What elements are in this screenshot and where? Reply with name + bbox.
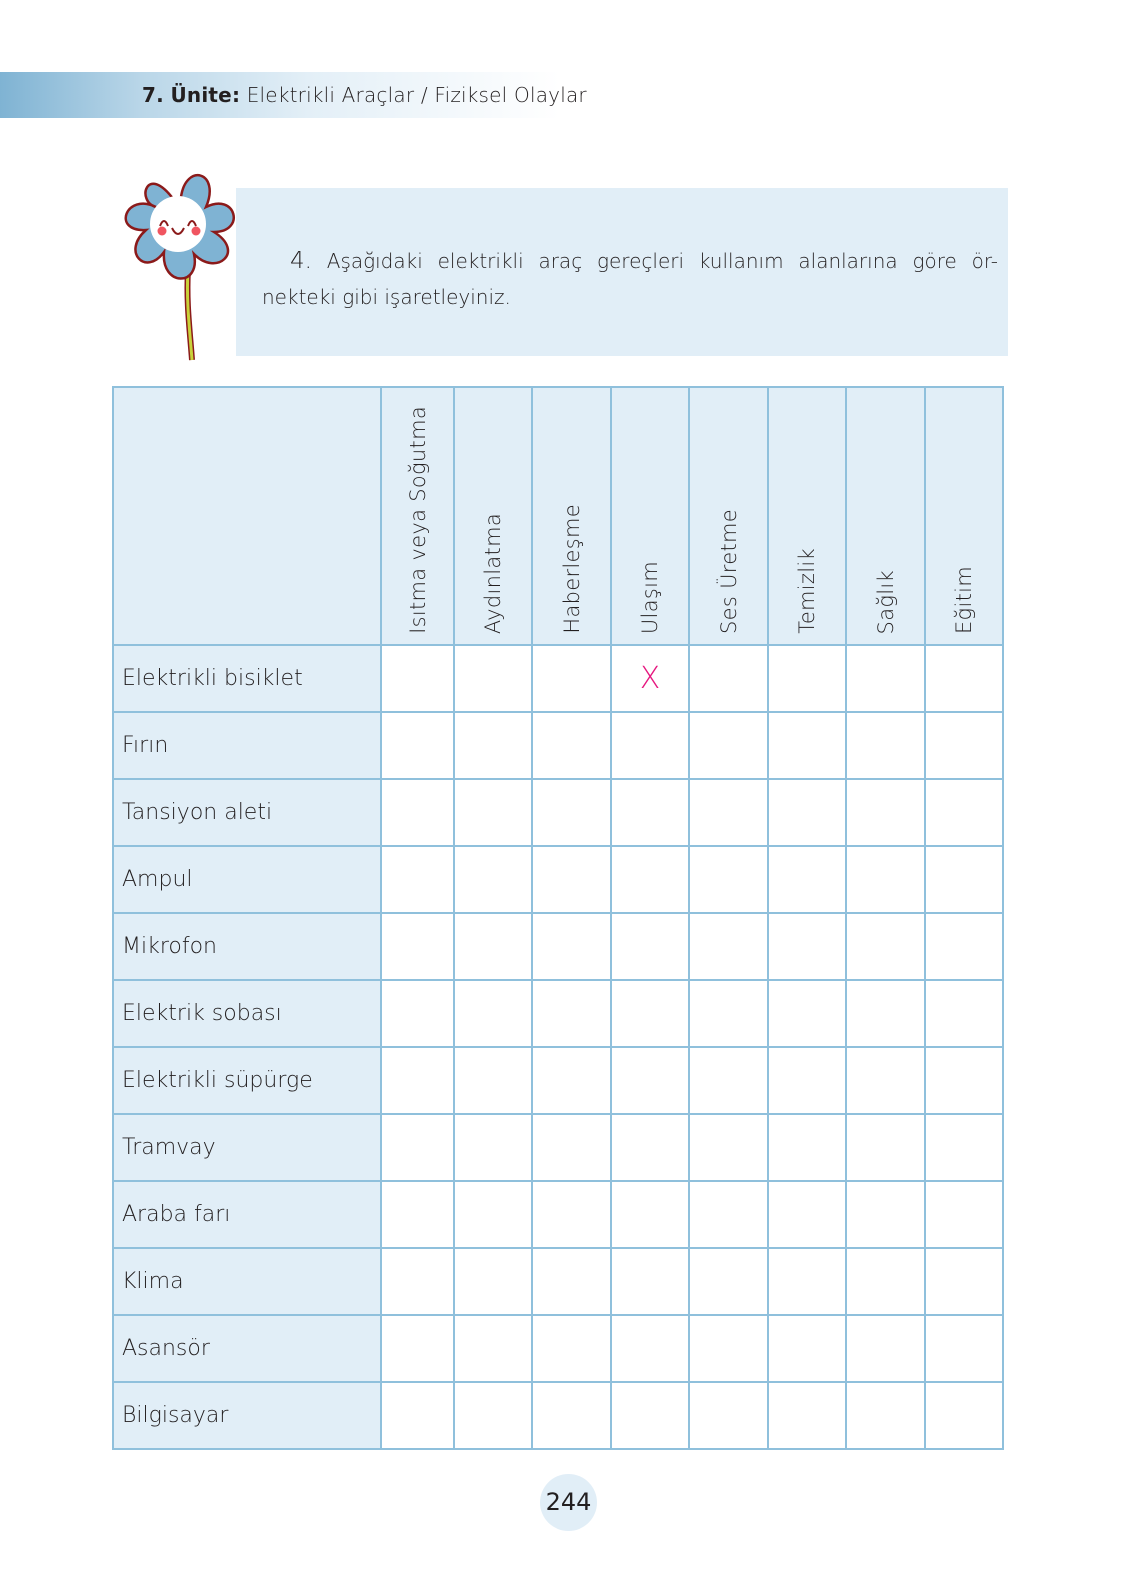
- answer-cell[interactable]: [768, 1047, 846, 1114]
- answer-cell[interactable]: [381, 645, 454, 712]
- answer-cell[interactable]: [611, 913, 689, 980]
- answer-cell[interactable]: [381, 1382, 454, 1449]
- table-row: [113, 1315, 1003, 1382]
- answer-cell[interactable]: [689, 645, 768, 712]
- table-row: [113, 645, 1003, 712]
- answer-cell[interactable]: [611, 1315, 689, 1382]
- row-label: Asansör: [113, 1315, 381, 1382]
- unit-title: Elektrikli Araçlar / Fiziksel Olaylar: [246, 83, 587, 107]
- answer-cell[interactable]: [454, 645, 532, 712]
- answer-cell[interactable]: [689, 1181, 768, 1248]
- answer-cell[interactable]: [689, 779, 768, 846]
- answer-cell[interactable]: [846, 1047, 925, 1114]
- unit-number: 7.: [142, 83, 164, 107]
- table-row: [113, 1382, 1003, 1449]
- answer-cell[interactable]: [611, 712, 689, 779]
- answer-cell[interactable]: [846, 712, 925, 779]
- answer-cell[interactable]: [925, 1181, 1003, 1248]
- answer-cell[interactable]: [768, 1114, 846, 1181]
- answer-cell[interactable]: [925, 1315, 1003, 1382]
- question-number: 4.: [290, 248, 312, 274]
- answer-cell[interactable]: [768, 913, 846, 980]
- column-header: Eğitim: [925, 387, 1003, 645]
- answer-cell[interactable]: [454, 846, 532, 913]
- answer-cell[interactable]: [846, 1114, 925, 1181]
- answer-cell[interactable]: [689, 913, 768, 980]
- answer-cell[interactable]: [532, 913, 611, 980]
- answer-cell[interactable]: [611, 1248, 689, 1315]
- answer-cell[interactable]: [381, 1047, 454, 1114]
- page-number: 244: [540, 1474, 597, 1531]
- table-row: [113, 1181, 1003, 1248]
- answer-cell[interactable]: [925, 913, 1003, 980]
- answer-cell[interactable]: [381, 712, 454, 779]
- table-row: [113, 712, 1003, 779]
- answer-cell[interactable]: [532, 846, 611, 913]
- answer-cell[interactable]: [454, 1114, 532, 1181]
- table-row: [113, 846, 1003, 913]
- answer-cell[interactable]: [846, 980, 925, 1047]
- answer-cell[interactable]: [846, 1248, 925, 1315]
- x-mark: X: [639, 661, 661, 696]
- answer-cell[interactable]: [846, 1315, 925, 1382]
- smiling-flower-icon: [106, 152, 251, 362]
- answer-cell[interactable]: [846, 1382, 925, 1449]
- answer-cell[interactable]: [925, 980, 1003, 1047]
- answer-cell[interactable]: [846, 645, 925, 712]
- answer-cell[interactable]: [689, 1114, 768, 1181]
- answer-cell[interactable]: [381, 779, 454, 846]
- corner-cell: [113, 387, 381, 645]
- answer-cell[interactable]: [611, 980, 689, 1047]
- answer-cell[interactable]: [381, 980, 454, 1047]
- answer-cell[interactable]: [454, 913, 532, 980]
- answer-cell[interactable]: [381, 846, 454, 913]
- answer-cell[interactable]: [532, 1248, 611, 1315]
- answer-cell[interactable]: [532, 1315, 611, 1382]
- answer-cell[interactable]: [532, 779, 611, 846]
- answer-cell[interactable]: [925, 779, 1003, 846]
- answer-cell[interactable]: [532, 980, 611, 1047]
- row-label: Fırın: [113, 712, 381, 779]
- answer-cell[interactable]: [689, 846, 768, 913]
- column-header: Haberleşme: [532, 387, 611, 645]
- answer-cell[interactable]: [768, 645, 846, 712]
- row-label: Mikrofon: [113, 913, 381, 980]
- row-label: Elektrik sobası: [113, 980, 381, 1047]
- answer-cell[interactable]: [381, 1181, 454, 1248]
- answer-cell[interactable]: [925, 712, 1003, 779]
- answer-cell[interactable]: [846, 913, 925, 980]
- answer-cell[interactable]: [689, 1382, 768, 1449]
- answer-cell[interactable]: [925, 1382, 1003, 1449]
- answer-cell[interactable]: [454, 1248, 532, 1315]
- table-row: [113, 913, 1003, 980]
- table-row: [113, 1047, 1003, 1114]
- column-header: Isıtma veya Soğutma: [381, 387, 454, 645]
- answer-cell[interactable]: [925, 1248, 1003, 1315]
- row-label: Elektrikli süpürge: [113, 1047, 381, 1114]
- answer-cell[interactable]: [381, 1248, 454, 1315]
- answer-cell[interactable]: [454, 712, 532, 779]
- row-label: Elektrikli bisiklet: [113, 645, 381, 712]
- answer-cell[interactable]: [532, 1382, 611, 1449]
- column-header: Ses Üretme: [689, 387, 768, 645]
- usage-table: [112, 386, 1004, 1450]
- row-label: Ampul: [113, 846, 381, 913]
- answer-cell[interactable]: [846, 846, 925, 913]
- answer-cell[interactable]: [689, 1248, 768, 1315]
- row-label: Araba farı: [113, 1181, 381, 1248]
- column-header: Aydınlatma: [454, 387, 532, 645]
- answer-cell[interactable]: [768, 1181, 846, 1248]
- column-header: Temizlik: [768, 387, 846, 645]
- answer-cell[interactable]: [689, 1315, 768, 1382]
- row-label: Tansiyon aleti: [113, 779, 381, 846]
- header-row: [113, 387, 1003, 645]
- answer-cell[interactable]: [454, 980, 532, 1047]
- answer-cell[interactable]: [768, 980, 846, 1047]
- row-label: Bilgisayar: [113, 1382, 381, 1449]
- answer-cell[interactable]: [454, 1047, 532, 1114]
- answer-cell[interactable]: [454, 1181, 532, 1248]
- unit-heading: [142, 82, 587, 108]
- answer-cell[interactable]: [381, 1114, 454, 1181]
- instruction-text: [262, 243, 998, 315]
- answer-cell[interactable]: [846, 779, 925, 846]
- answer-cell[interactable]: [454, 779, 532, 846]
- answer-cell[interactable]: [768, 712, 846, 779]
- answer-cell[interactable]: [611, 1047, 689, 1114]
- answer-cell[interactable]: [925, 846, 1003, 913]
- answer-cell[interactable]: [768, 1315, 846, 1382]
- column-header: Ulaşım: [611, 387, 689, 645]
- answer-cell[interactable]: [611, 1382, 689, 1449]
- row-label: Tramvay: [113, 1114, 381, 1181]
- row-label: Klima: [113, 1248, 381, 1315]
- answer-cell[interactable]: [846, 1181, 925, 1248]
- answer-cell[interactable]: [768, 846, 846, 913]
- answer-cell[interactable]: [532, 1114, 611, 1181]
- answer-cell[interactable]: [381, 913, 454, 980]
- answer-cell[interactable]: [611, 846, 689, 913]
- table-row: [113, 1248, 1003, 1315]
- answer-cell[interactable]: [532, 645, 611, 712]
- answer-cell[interactable]: [611, 1114, 689, 1181]
- answer-cell[interactable]: [925, 1114, 1003, 1181]
- answer-cell[interactable]: [689, 1047, 768, 1114]
- answer-cell[interactable]: [925, 645, 1003, 712]
- answer-cell[interactable]: [768, 779, 846, 846]
- table-row: [113, 980, 1003, 1047]
- answer-cell[interactable]: [689, 712, 768, 779]
- answer-cell[interactable]: [611, 779, 689, 846]
- answer-cell[interactable]: [768, 1382, 846, 1449]
- answer-cell[interactable]: [611, 1181, 689, 1248]
- answer-cell[interactable]: [532, 1181, 611, 1248]
- answer-cell[interactable]: [611, 645, 689, 712]
- answer-cell[interactable]: [532, 712, 611, 779]
- table-row: [113, 1114, 1003, 1181]
- answer-cell[interactable]: [532, 1047, 611, 1114]
- answer-cell[interactable]: [454, 1315, 532, 1382]
- question-text: Aşağıdaki elektrikli araç gereçleri kullanım alanlarına göre ör-nekteki gibi işaretleyiniz.: [262, 249, 998, 309]
- answer-cell[interactable]: [689, 980, 768, 1047]
- answer-cell[interactable]: [925, 1047, 1003, 1114]
- table-row: [113, 779, 1003, 846]
- answer-cell[interactable]: [454, 1382, 532, 1449]
- column-header: Sağlık: [846, 387, 925, 645]
- answer-cell[interactable]: [768, 1248, 846, 1315]
- answer-cell[interactable]: [381, 1315, 454, 1382]
- unit-label: Ünite:: [170, 83, 241, 107]
